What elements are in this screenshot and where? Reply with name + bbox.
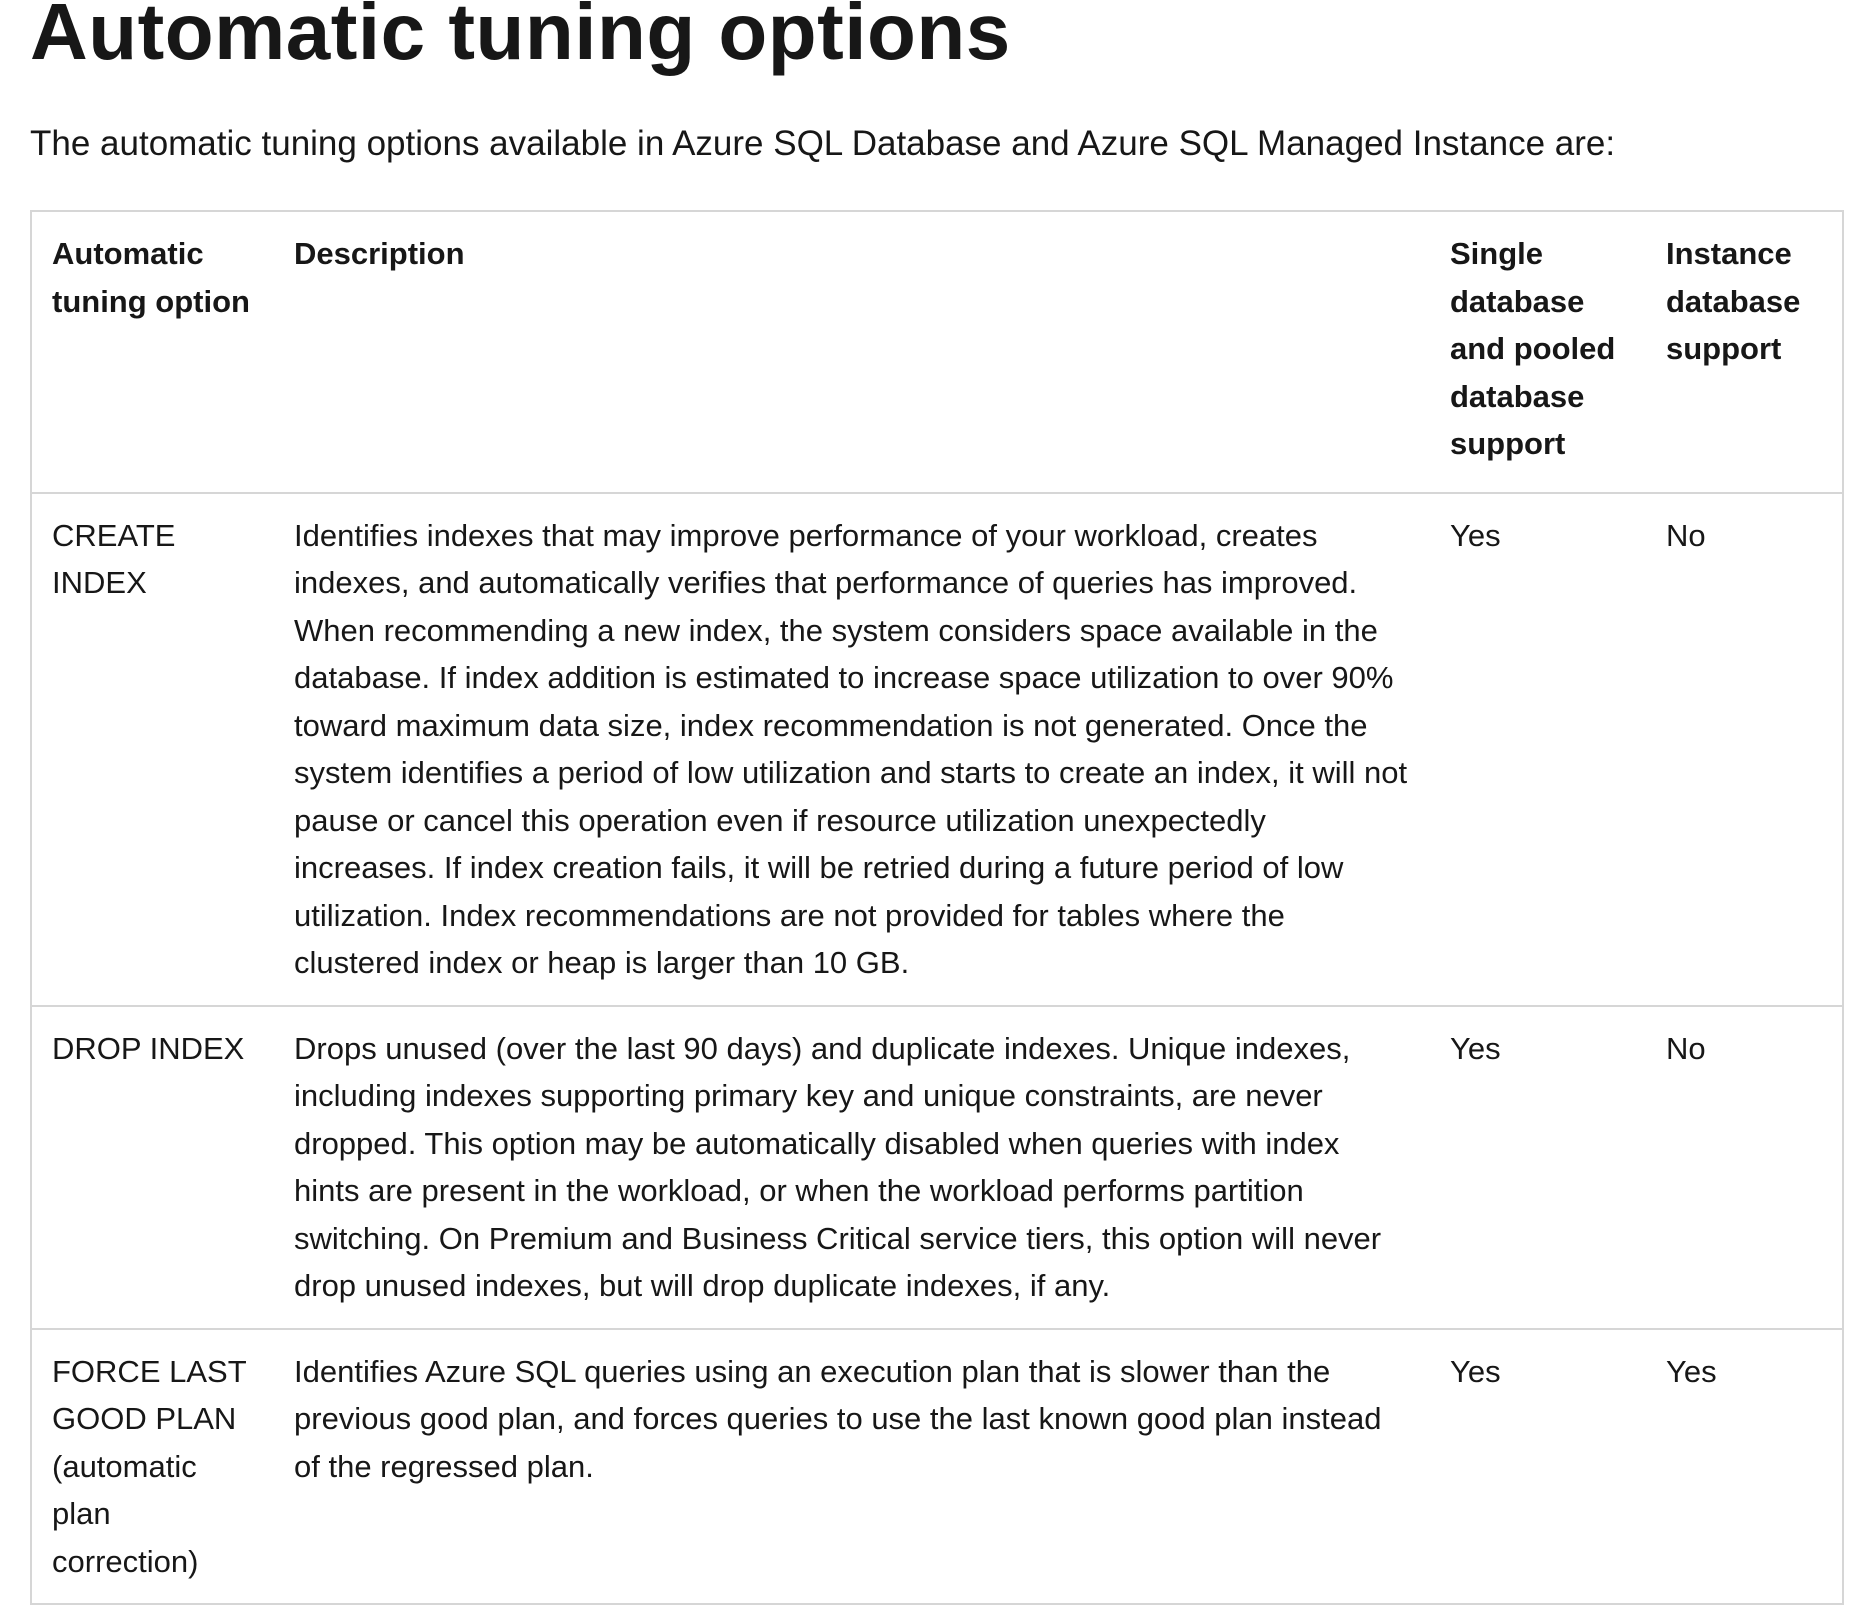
table-row-drop-index	[31, 1006, 1843, 1329]
option-cell	[31, 493, 274, 1006]
option-note: (automatic plan correction)	[52, 1448, 199, 1579]
option-name: DROP INDEX	[52, 1030, 245, 1066]
header-description: Description	[274, 211, 1430, 493]
option-name: CREATE INDEX	[52, 517, 176, 600]
header-single-pooled-support: Single database and pooled database support	[1430, 211, 1646, 493]
single-pooled-support-cell: Yes	[1430, 493, 1646, 1006]
option-name: FORCE LAST GOOD PLAN	[52, 1353, 247, 1436]
instance-support-cell: No	[1646, 1006, 1843, 1329]
description-cell: Drops unused (over the last 90 days) and duplicate indexes. Unique indexes, including indexes supporting primary key and unique constraints, are never dropped. This option may be automatically disabled when queries with index hints are present in the workload, or when the workload performs partition switching. On Premium and Business Critical service tiers, this option will never drop unused indexes, but will drop duplicate indexes, if any.	[274, 1006, 1430, 1329]
page-title: Automatic tuning options	[30, 0, 1011, 76]
option-cell	[31, 1329, 274, 1605]
table-row-force-last-good-plan	[31, 1329, 1843, 1605]
table-header	[31, 211, 1843, 493]
table-row-create-index	[31, 493, 1843, 1006]
table-body	[31, 493, 1843, 1605]
intro-paragraph: The automatic tuning options available in Azure SQL Database and Azure SQL Managed Instance are:	[30, 124, 1616, 163]
single-pooled-support-cell: Yes	[1430, 1006, 1646, 1329]
header-row	[31, 211, 1843, 493]
single-pooled-support-cell: Yes	[1430, 1329, 1646, 1605]
option-cell	[31, 1006, 274, 1329]
tuning-options-table	[30, 210, 1844, 1605]
instance-support-cell: No	[1646, 493, 1843, 1006]
header-instance-support: Instance database support	[1646, 211, 1843, 493]
instance-support-cell: Yes	[1646, 1329, 1843, 1605]
description-cell: Identifies indexes that may improve performance of your workload, creates indexes, and automatically verifies that performance of queries has improved. When recommending a new index, the system considers space available in the database. If index addition is estimated to increase space utilization to over 90% toward maximum data size, index recommendation is not generated. Once the system identifies a period of low utilization and starts to create an index, it will not pause or cancel this operation even if resource utilization unexpectedly increases. If index creation fails, it will be retried during a future period of low utilization. Index recommendations are not provided for tables where the clustered index or heap is larger than 10 GB.	[274, 493, 1430, 1006]
header-option: Automatic tuning option	[31, 211, 274, 493]
description-cell: Identifies Azure SQL queries using an execution plan that is slower than the previous good plan, and forces queries to use the last known good plan instead of the regressed plan.	[274, 1329, 1430, 1605]
